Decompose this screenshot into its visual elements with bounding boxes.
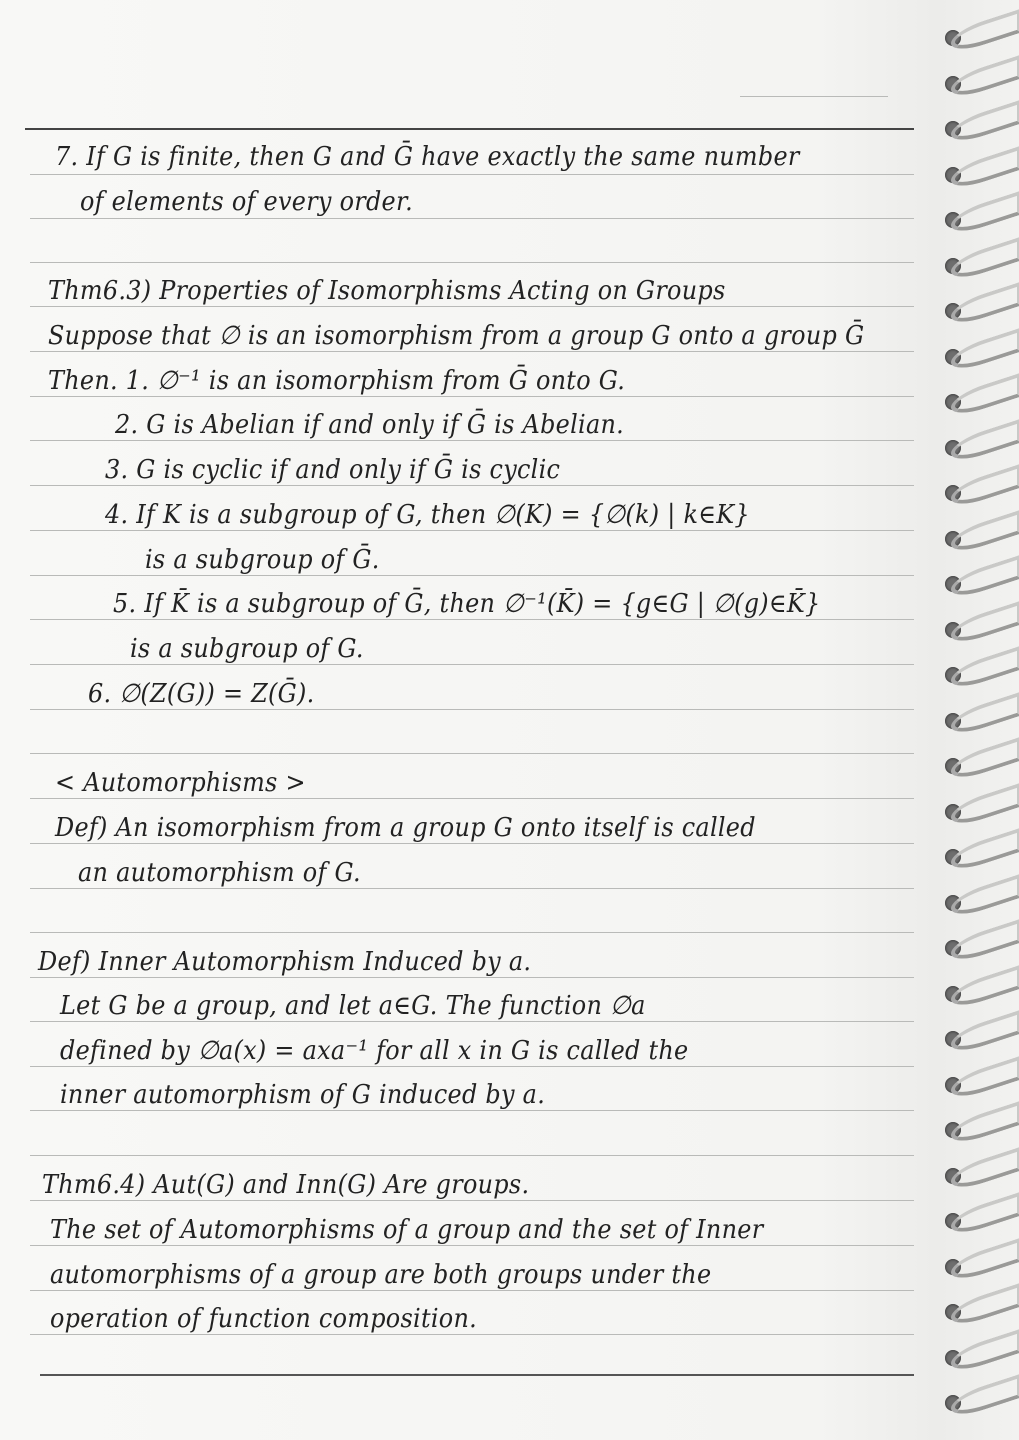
rule-line xyxy=(30,888,914,889)
rule-line xyxy=(30,440,914,441)
spiral-coil xyxy=(951,191,1019,238)
rule-line xyxy=(30,351,914,352)
rule-line xyxy=(30,1334,914,1335)
rule-line xyxy=(30,1155,914,1156)
spiral-coil xyxy=(951,1374,1019,1421)
rule-line xyxy=(30,664,914,665)
definition-inner-automorphism-line-1: Let G be a group, and let a∈G. The function ∅a xyxy=(60,991,646,1021)
rule-line xyxy=(30,1110,914,1111)
theorem-6-4-line-3: operation of function composition. xyxy=(50,1304,478,1334)
spiral-coil xyxy=(951,691,1019,738)
rule-line xyxy=(740,96,888,97)
rule-line xyxy=(30,1245,914,1246)
spiral-coil xyxy=(951,145,1019,192)
rule-line xyxy=(30,798,914,799)
spiral-coil xyxy=(951,782,1019,829)
rule-line xyxy=(30,262,914,263)
rule-line xyxy=(30,485,914,486)
spiral-coil xyxy=(951,600,1019,647)
theorem-6-3-item-6: 6. ∅(Z(G)) = Z(Ḡ). xyxy=(88,679,315,709)
theorem-6-3-item-2: 2. G is Abelian if and only if Ḡ is Abelian. xyxy=(115,410,625,440)
rule-line xyxy=(30,1066,914,1067)
spiral-coil xyxy=(951,509,1019,556)
spiral-coil xyxy=(951,1055,1019,1102)
spiral-coil xyxy=(951,100,1019,147)
theorem-6-3-item-3: 3. G is cyclic if and only if Ḡ is cyclic xyxy=(105,455,561,485)
definition-inner-automorphism-title: Def) Inner Automorphism Induced by a. xyxy=(38,947,532,977)
definition-inner-automorphism-line-3: inner automorphism of G induced by a. xyxy=(60,1080,546,1110)
rule-line xyxy=(30,619,914,620)
spiral-coil xyxy=(951,327,1019,374)
definition-inner-automorphism-line-2: defined by ∅a(x) = axa⁻¹ for all x in G is called the xyxy=(60,1036,689,1066)
spiral-coil xyxy=(951,9,1019,56)
spiral-coil xyxy=(951,555,1019,602)
theorem-6-3-hypothesis: Suppose that ∅ is an isomorphism from a group G onto a group Ḡ xyxy=(48,321,865,351)
rule-line xyxy=(30,977,914,978)
spiral-coil xyxy=(951,1101,1019,1148)
spiral-coil xyxy=(951,373,1019,420)
definition-automorphism: Def) An isomorphism from a group G onto itself is called xyxy=(55,813,756,843)
theorem-6-4-line-1: The set of Automorphisms of a group and the set of Inner xyxy=(50,1215,764,1245)
rule-line xyxy=(30,1200,914,1201)
spiral-coil xyxy=(951,919,1019,966)
note-line-property-7-cont: of elements of every order. xyxy=(80,187,413,217)
spiral-coil xyxy=(951,1328,1019,1375)
theorem-6-4-line-2: automorphisms of a group are both groups under the xyxy=(50,1260,712,1290)
theorem-6-4-title: Thm6.4) Aut(G) and Inn(G) Are groups. xyxy=(42,1170,530,1200)
spiral-coil xyxy=(951,418,1019,465)
section-automorphisms: < Automorphisms > xyxy=(55,768,306,798)
rule-line xyxy=(30,1290,914,1291)
note-line-property-7: 7. If G is finite, then G and Ḡ have exactly the same number xyxy=(55,142,800,172)
rule-line xyxy=(30,709,914,710)
rule-line xyxy=(30,843,914,844)
spiral-coil xyxy=(951,873,1019,920)
spiral-coil xyxy=(951,464,1019,511)
rule-line xyxy=(30,530,914,531)
rule-line xyxy=(30,306,914,307)
bottom-rule xyxy=(40,1374,914,1376)
spiral-coil xyxy=(951,236,1019,283)
rule-line xyxy=(30,575,914,576)
spiral-coil xyxy=(951,737,1019,784)
spiral-binding xyxy=(925,0,1019,1440)
rule-line xyxy=(30,753,914,754)
theorem-6-3-item-4: 4. If K is a subgroup of G, then ∅(K) = {∅(k) | k∈K} xyxy=(105,500,750,530)
spiral-coil xyxy=(951,646,1019,693)
rule-line xyxy=(30,218,914,219)
spiral-coil xyxy=(951,1146,1019,1193)
theorem-6-3-item-5: 5. If K̄ is a subgroup of Ḡ, then ∅⁻¹(K̄) = {g∈G | ∅(g)∈K̄} xyxy=(113,589,821,619)
spiral-coil xyxy=(951,828,1019,875)
rule-line xyxy=(30,396,914,397)
rule-line xyxy=(30,174,914,175)
rule-line xyxy=(30,932,914,933)
spiral-coil xyxy=(951,1283,1019,1330)
spiral-coil xyxy=(951,964,1019,1011)
spiral-coil xyxy=(951,54,1019,101)
theorem-6-3-item-1: Then. 1. ∅⁻¹ is an isomorphism from Ḡ onto G. xyxy=(48,366,626,396)
spiral-coil xyxy=(951,282,1019,329)
spiral-coil xyxy=(951,1192,1019,1239)
theorem-6-3-item-5-cont: is a subgroup of G. xyxy=(130,634,364,664)
theorem-6-3-item-4-cont: is a subgroup of Ḡ. xyxy=(145,545,380,575)
theorem-6-3-title: Thm6.3) Properties of Isomorphisms Acting on Groups xyxy=(48,276,726,306)
spiral-coil xyxy=(951,1237,1019,1284)
definition-automorphism-cont: an automorphism of G. xyxy=(78,858,361,888)
spiral-coil xyxy=(951,1010,1019,1057)
rule-line xyxy=(30,1021,914,1022)
header-rule xyxy=(25,128,914,130)
